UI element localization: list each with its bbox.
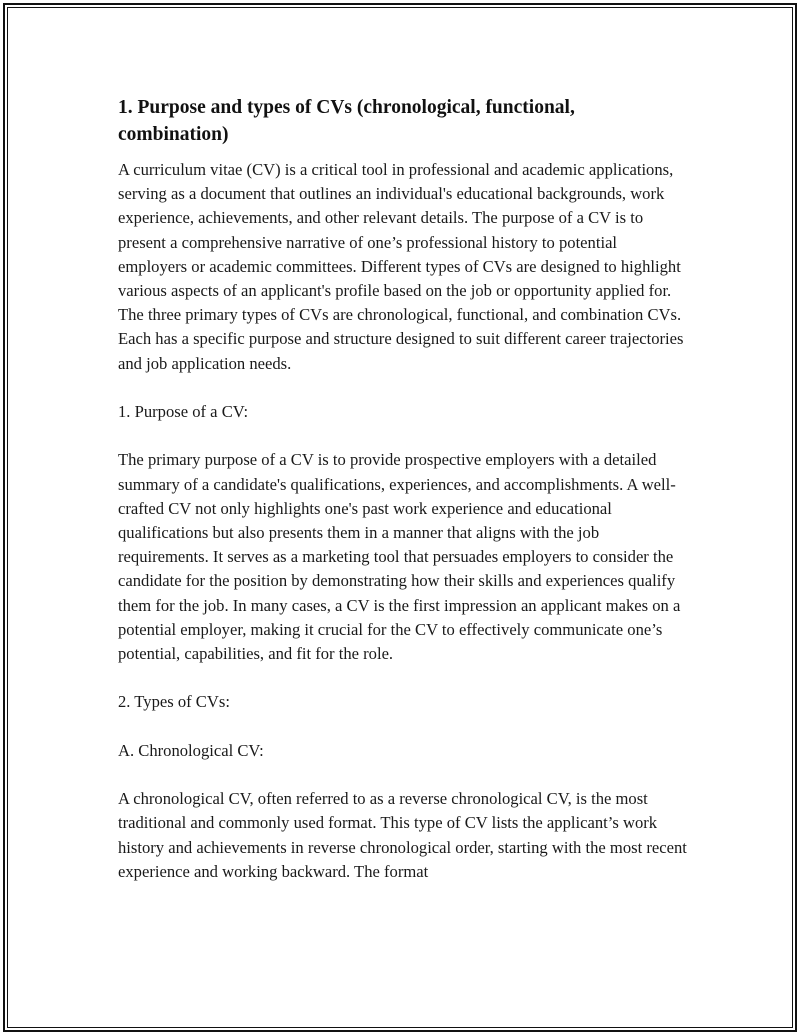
section-heading: 1. Purpose and types of CVs (chronological, functional, combination) bbox=[118, 97, 575, 145]
purpose-paragraph: The primary purpose of a CV is to provide prospective employers with a detailed summary of a candidate's qualifications, experiences, and accomplishments. A well-crafted CV not only highlights one's past work experience and educational qualifications but also presents them in a manner that aligns with the job requirements. It serves as a marketing tool that persuades employers to consider the candidate for the position by demonstrating how their skills and experiences qualify them for the job. In many cases, a CV is the first impression an applicant makes on a potential employer, making it crucial for the CV to effectively communicate one’s potential, capabilities, and fit for the role. bbox=[118, 450, 681, 664]
chronological-paragraph: A chronological CV, often referred to as a reverse chronological CV, is the most traditional and commonly used format. This type of CV lists the applicant’s work history and achievements in reverse chronological order, starting with the most recent experience and working backward. The format bbox=[118, 789, 687, 881]
intro-paragraph: A curriculum vitae (CV) is a critical tool in professional and academic applications, serving as a document that outlines an individual's educational backgrounds, work experience, achievements, and other relevant details. The purpose of a CV is to present a comprehensive narrative of one’s professional history to potential employers or academic committees. Different types of CVs are designed to highlight various aspects of an applicant's profile based on the job or opportunity applied for. The three primary types of CVs are chronological, functional, and combination CVs. Each has a specific purpose and structure designed to suit different career trajectories and job application needs. bbox=[118, 160, 684, 373]
subheading-purpose: 1. Purpose of a CV: bbox=[118, 402, 249, 422]
subheading-chronological: A. Chronological CV: bbox=[118, 740, 264, 760]
page-content bbox=[118, 94, 690, 908]
subheading-types: 2. Types of CVs: bbox=[118, 692, 230, 712]
